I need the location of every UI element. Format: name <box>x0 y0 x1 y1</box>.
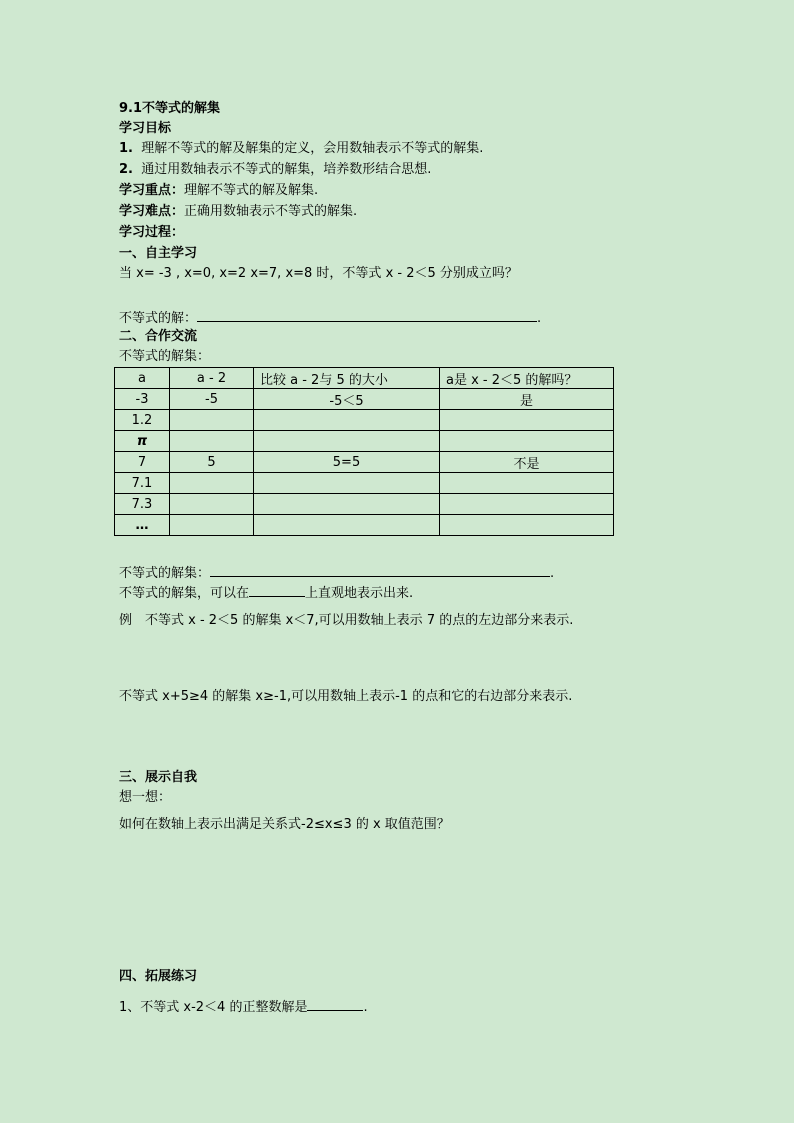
cell-a: 7.1 <box>115 473 170 494</box>
set-show-post: 上直观地表示出来. <box>305 586 414 601</box>
key-text: 理解不等式的解及解集. <box>184 183 319 198</box>
cell-is-solution[interactable] <box>440 494 614 515</box>
period: . <box>550 566 555 581</box>
cell-a: 7.3 <box>115 494 170 515</box>
cell-is-solution[interactable] <box>440 473 614 494</box>
set-definition-blank[interactable] <box>210 564 550 577</box>
header-cell: a - 2 <box>170 368 254 389</box>
exercise-1 <box>119 998 368 1016</box>
set-definition-label: 不等式的解集： <box>119 566 211 581</box>
table-row <box>115 389 614 410</box>
cell-a-minus-2[interactable] <box>170 473 254 494</box>
page-title: 9.1不等式的解集 <box>119 101 221 116</box>
think-label: 想一想： <box>119 790 172 805</box>
exercise-1-blank[interactable] <box>307 998 363 1011</box>
period: . <box>363 1000 368 1015</box>
goal-text: 通过用数轴表示不等式的解集，培养数形结合思想. <box>141 162 432 177</box>
cell-a-minus-2[interactable] <box>170 431 254 452</box>
set-show-line <box>119 584 413 602</box>
difficult-text: 正确用数轴表示不等式的解集. <box>184 204 358 219</box>
section-1-heading: 一、自主学习 <box>119 246 198 261</box>
goal-text: 理解不等式的解及解集的定义，会用数轴表示不等式的解集. <box>141 141 484 156</box>
number-line-blank[interactable] <box>249 584 305 597</box>
cell-is-solution: 不是 <box>440 452 614 473</box>
table-row <box>115 431 614 452</box>
header-cell: a是 x - 2＜5 的解吗？ <box>440 368 614 389</box>
cell-is-solution[interactable] <box>440 431 614 452</box>
table-header-row <box>115 368 614 389</box>
cell-compare[interactable] <box>254 473 440 494</box>
cell-is-solution[interactable] <box>440 410 614 431</box>
cell-compare[interactable] <box>254 494 440 515</box>
cell-compare[interactable] <box>254 515 440 536</box>
cell-a: π <box>115 431 170 452</box>
comparison-table <box>114 367 614 536</box>
exercise-1-text: 1、不等式 x-2＜4 的正整数解是 <box>119 1000 308 1015</box>
table-row <box>115 410 614 431</box>
difficult-label: 学习难点： <box>119 204 185 219</box>
cell-a-minus-2: -5 <box>170 389 254 410</box>
cell-is-solution[interactable] <box>440 515 614 536</box>
solution-label: 不等式的解： <box>119 311 198 326</box>
solution-blank[interactable] <box>197 309 537 322</box>
cell-a-minus-2[interactable] <box>170 515 254 536</box>
goals-heading: 学习目标 <box>119 121 172 136</box>
key-point <box>119 183 318 199</box>
cell-compare: -5＜5 <box>254 389 440 410</box>
think-question: 如何在数轴上表示出满足关系式-2≤x≤3 的 x 取值范围？ <box>119 817 450 832</box>
set-definition-line <box>119 564 554 582</box>
table-row <box>115 494 614 515</box>
table-row <box>115 515 614 536</box>
goal-item-2 <box>119 162 431 178</box>
table-row <box>115 473 614 494</box>
section-1-question: 当 x= -3 , x=0, x=2 x=7, x=8 时，不等式 x - 2＜5 分别成立吗？ <box>119 266 518 281</box>
difficult-point <box>119 204 357 220</box>
cell-a-minus-2: 5 <box>170 452 254 473</box>
table-row <box>115 452 614 473</box>
cell-a-minus-2[interactable] <box>170 494 254 515</box>
goal-item-1 <box>119 141 483 157</box>
solution-fill-line: 不等式的解： . <box>119 311 542 326</box>
set-show-pre: 不等式的解集，可以在 <box>119 586 250 601</box>
key-label: 学习重点： <box>119 183 185 198</box>
cell-a: -3 <box>115 389 170 410</box>
section-4-heading: 四、拓展练习 <box>119 969 198 984</box>
cell-a-minus-2[interactable] <box>170 410 254 431</box>
goal-num: 2. <box>119 162 133 177</box>
process-heading: 学习过程： <box>119 225 185 240</box>
header-cell: 比较 a - 2与 5 的大小 <box>254 368 440 389</box>
cell-is-solution: 是 <box>440 389 614 410</box>
example-1: 例 不等式 x - 2＜5 的解集 x＜7,可以用数轴上表示 7 的点的左边部分来表示. <box>119 613 574 628</box>
cell-compare[interactable] <box>254 431 440 452</box>
example-2: 不等式 x+5≥4 的解集 x≥-1,可以用数轴上表示-1 的点和它的右边部分来表示. <box>119 689 573 704</box>
cell-a: 7 <box>115 452 170 473</box>
section-2-heading: 二、合作交流 <box>119 329 198 344</box>
cell-compare[interactable] <box>254 410 440 431</box>
header-cell: a <box>115 368 170 389</box>
goal-num: 1. <box>119 141 133 156</box>
cell-a: … <box>115 515 170 536</box>
cell-compare: 5=5 <box>254 452 440 473</box>
section-3-heading: 三、展示自我 <box>119 770 198 785</box>
set-label: 不等式的解集： <box>119 349 211 364</box>
cell-a: 1.2 <box>115 410 170 431</box>
